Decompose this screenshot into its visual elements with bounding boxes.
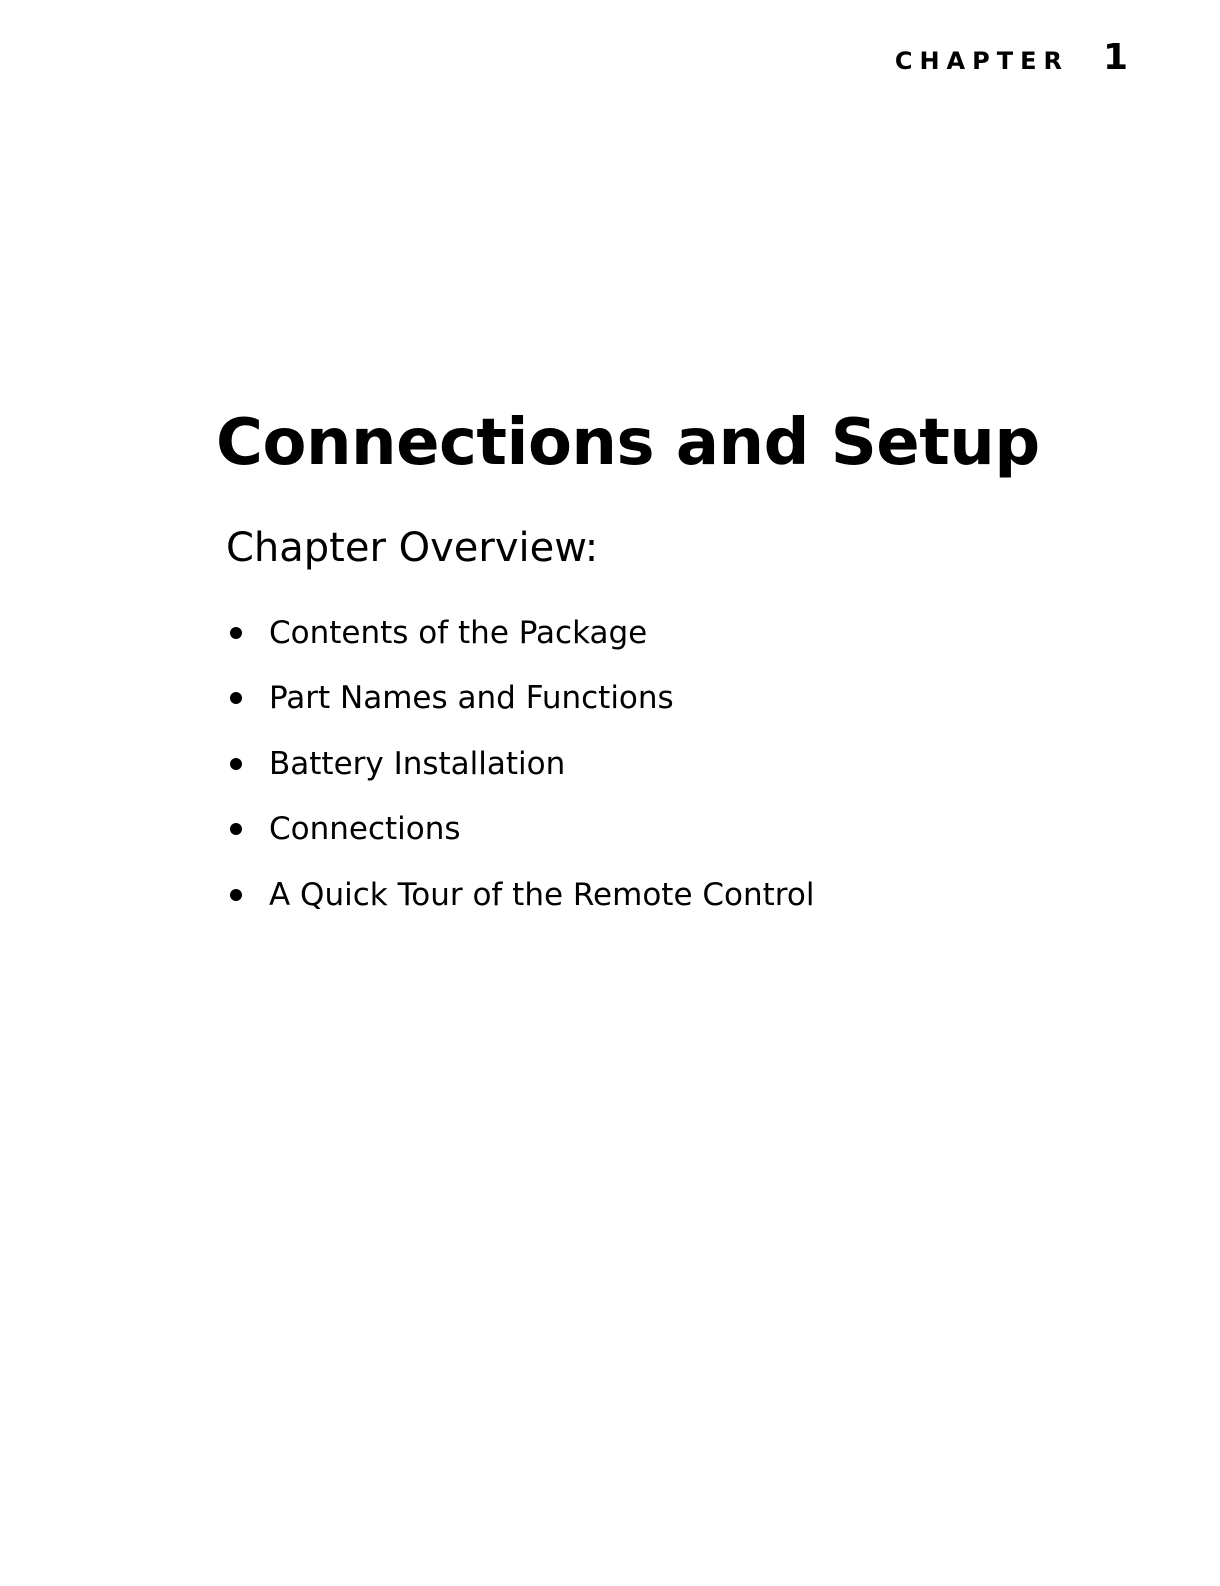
chapter-title: Connections and Setup [216,406,1040,480]
list-item-text: A Quick Tour of the Remote Control [269,876,815,913]
bullet-icon [230,889,242,901]
bullet-icon [230,692,242,704]
bullet-icon [230,627,242,639]
chapter-number: 1 [1102,37,1128,78]
overview-list [226,600,814,928]
overview-heading: Chapter Overview: [226,525,599,571]
list-item-text: Connections [269,811,461,848]
list-item [226,600,814,666]
list-item-text: Contents of the Package [269,614,648,651]
list-item-text: Part Names and Functions [269,680,674,717]
list-item [226,797,814,863]
bullet-icon [230,758,242,770]
chapter-word: chapter [894,38,1069,78]
list-item-text: Battery Installation [269,745,566,782]
list-item [226,731,814,797]
list-item [226,666,814,732]
chapter-label [894,37,1128,78]
list-item [226,862,814,928]
bullet-icon [230,823,242,835]
